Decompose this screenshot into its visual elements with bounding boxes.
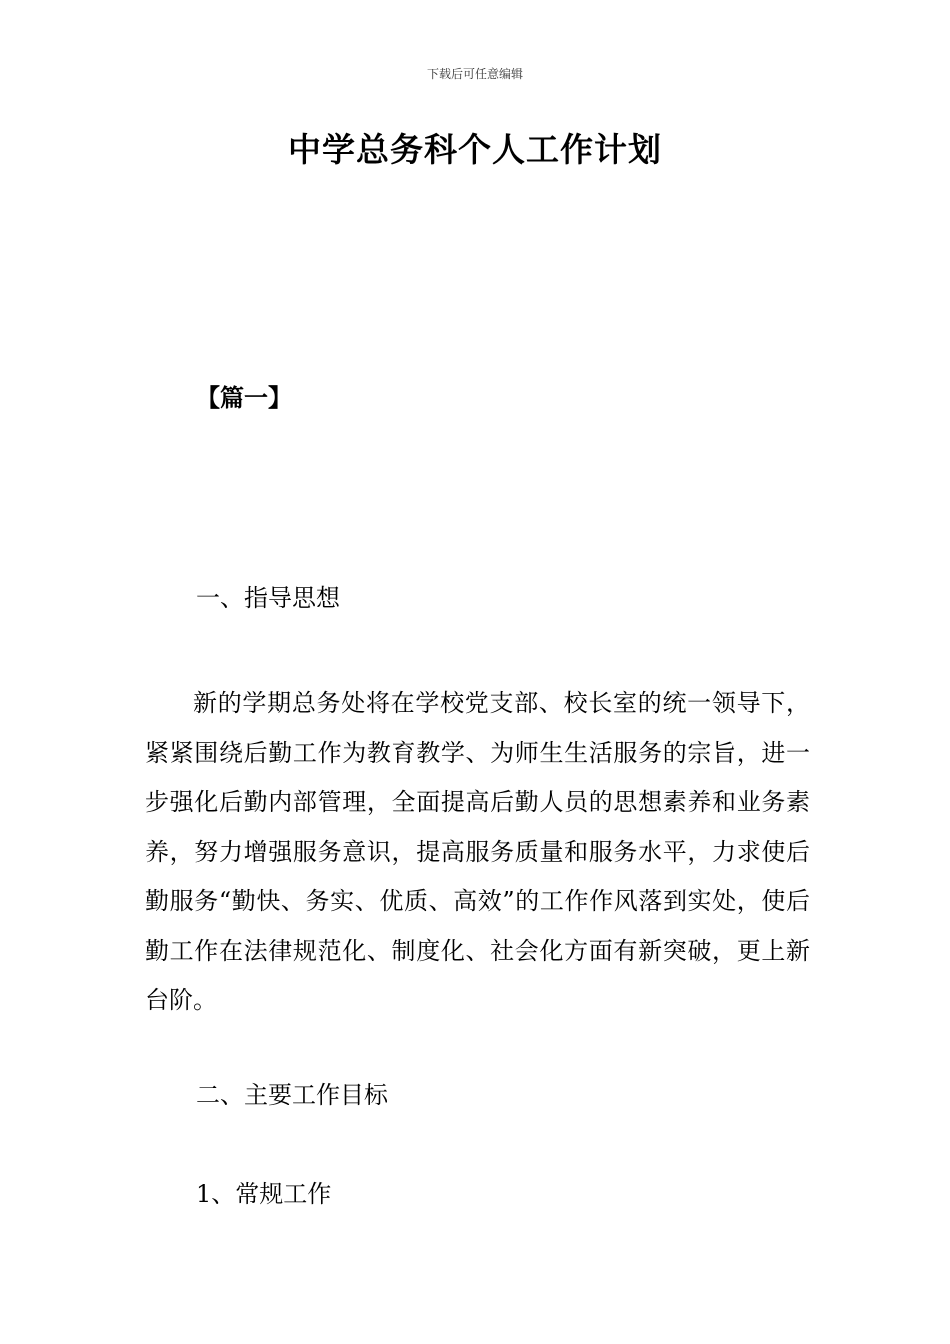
body-paragraph: 新的学期总务处将在学校党支部、校长室的统一领导下，紧紧围绕后勤工作为教育教学、为师生生活服务的宗旨，进一步强化后勤内部管理，全面提高后勤人员的思想素养和业务素养，努力增强服务意识，提高服务质量和服务水平，力求使后勤服务“勤快、务实、优质、高效”的工作作风落到实处，使后勤工作在法律规范化、制度化、社会化方面有新突破，更上新台阶。 xyxy=(145,689,810,1014)
heading-main-goals: 二、主要工作目标 xyxy=(196,1081,388,1109)
section-tag: 【篇一】 xyxy=(196,384,292,412)
document-title: 中学总务科个人工作计划 xyxy=(288,130,662,169)
heading-guiding-thought: 一、指导思想 xyxy=(196,584,340,612)
header-note: 下载后可任意编辑 xyxy=(426,67,523,81)
heading-routine-work: 1、常规工作 xyxy=(196,1180,332,1208)
